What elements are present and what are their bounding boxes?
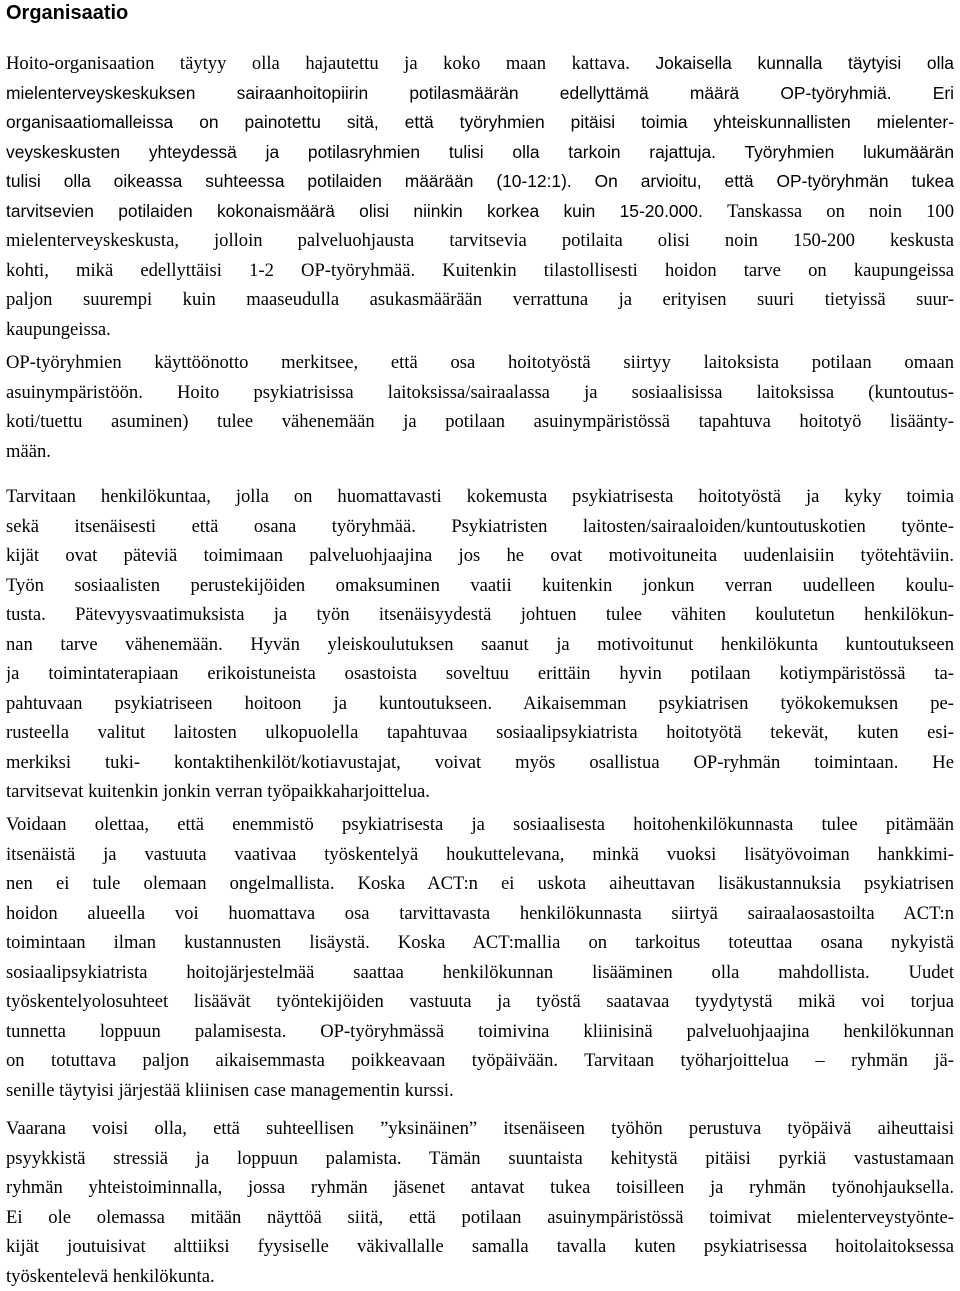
paragraph-3 bbox=[6, 482, 954, 807]
text-segment: senille täytyisi järjestää kliinisen case managementin kurssi. bbox=[6, 1080, 454, 1101]
text-line bbox=[6, 630, 954, 660]
text-line bbox=[6, 718, 954, 748]
text-segment: Tanskassa on noin 100 bbox=[727, 201, 954, 222]
text-line bbox=[6, 348, 954, 378]
text-segment: toimintaan ilman kustannusten lisäystä. Koska ACT:mallia on tarkoitus toteuttaa osana nykyistä bbox=[6, 932, 954, 953]
text-line bbox=[6, 1203, 954, 1233]
text-line bbox=[6, 1017, 954, 1047]
text-line bbox=[6, 167, 954, 197]
text-line bbox=[6, 285, 954, 315]
text-line bbox=[6, 197, 954, 227]
text-line bbox=[6, 748, 954, 778]
text-segment: psyykkistä stressiä ja loppuun palamista. Tämän suuntaista kehitystä pitäisi pyrkiä vastustamaan bbox=[6, 1148, 954, 1169]
text-segment: mielenterveyskeskusta, jolloin palveluohjausta tarvitsevia potilaita olisi noin 150-200 keskusta bbox=[6, 230, 954, 251]
text-line bbox=[6, 869, 954, 899]
text-line bbox=[6, 315, 954, 345]
text-segment: merkiksi tuki- kontaktihenkilöt/kotiavustajat, voivat myös osallistua OP-ryhmän toimintaan. He bbox=[6, 752, 954, 773]
text-segment: OP-työryhmien käyttöönotto merkitsee, että osa hoitotyöstä siirtyy laitoksista potilaan omaan bbox=[6, 352, 954, 373]
paragraph-5 bbox=[6, 1114, 954, 1291]
text-segment: pahtuvaan psykiatriseen hoitoon ja kuntoutukseen. Aikaisemman psykiatrisen työkokemuksen pe- bbox=[6, 693, 954, 714]
text-segment: kohti, mikä edellyttäisi 1-2 OP-työryhmää. bbox=[6, 260, 442, 281]
text-segment: kaupungeissa. bbox=[6, 319, 111, 340]
text-line bbox=[6, 659, 954, 689]
text-line bbox=[6, 108, 954, 138]
text-line bbox=[6, 1076, 954, 1106]
text-segment: kijät ovat päteviä toimimaan palveluohjaajina jos he ovat motivoituneita uudenlaisiin työtehtäviin. bbox=[6, 545, 954, 566]
text-line bbox=[6, 1144, 954, 1174]
text-segment: Jokaisella kunnalla täytyisi olla bbox=[655, 53, 954, 73]
text-line bbox=[6, 899, 954, 929]
text-segment: ja toimintaterapiaan erikoistuneista osastoista soveltuu erittäin hyvin potilaan kotiympäristössä ta- bbox=[6, 663, 954, 684]
text-segment: koti/tuettu asuminen) tulee vähenemään ja potilaan asuinympäristössä tapahtuva hoitotyö lisäänty- bbox=[6, 411, 954, 432]
text-line bbox=[6, 810, 954, 840]
text-segment: Kuitenkin tilastollisesti hoidon tarve on kaupungeissa bbox=[442, 260, 954, 281]
text-segment: tarvitsevat kuitenkin jonkin verran työpaikkaharjoittelua. bbox=[6, 781, 430, 802]
text-segment: Ei ole olemassa mitään näyttöä siitä, että potilaan asuinympäristössä toimivat mielenterveystyönte- bbox=[6, 1207, 954, 1228]
text-line bbox=[6, 1232, 954, 1262]
paragraph-1 bbox=[6, 49, 954, 344]
text-segment: mielenterveyskeskuksen sairaanhoitopiirin potilasmäärän edellyttämä määrä OP-työryhmiä. Eri bbox=[6, 83, 954, 103]
text-line bbox=[6, 689, 954, 719]
text-line bbox=[6, 541, 954, 571]
section-heading: Organisaatio bbox=[6, 1, 128, 25]
text-segment: sekä itsenäisesti että osana työryhmää. Psykiatristen laitosten/sairaaloiden/kuntoutuskotien työnte- bbox=[6, 516, 954, 537]
text-line bbox=[6, 571, 954, 601]
text-line bbox=[6, 378, 954, 408]
text-segment: mään. bbox=[6, 441, 51, 462]
text-line bbox=[6, 1046, 954, 1076]
text-line bbox=[6, 226, 954, 256]
text-line bbox=[6, 512, 954, 542]
text-segment: työskentelevä henkilökunta. bbox=[6, 1266, 215, 1287]
text-segment: itsenäistä ja vastuuta vaativaa työskentelyä houkuttelevana, minkä vuoksi lisätyövoiman hankkimi- bbox=[6, 844, 954, 865]
text-segment: sosiaalipsykiatrista hoitojärjestelmää saattaa henkilökunnan lisääminen olla mahdollista. Uudet bbox=[6, 962, 954, 983]
text-segment: nen ei tule olemaan ongelmallista. Koska ACT:n ei uskota aiheuttavan lisäkustannuksia psykiatrisen bbox=[6, 873, 954, 894]
text-segment: organisaatiomalleissa on painotettu sitä, että työryhmien pitäisi toimia yhteiskunnallisten mielenter- bbox=[6, 112, 954, 132]
text-segment: työskentelyolosuhteet lisäävät työntekijöiden vastuuta ja työstä saatavaa tyydytystä mikä voi torjua bbox=[6, 991, 954, 1012]
text-line bbox=[6, 49, 954, 79]
text-segment: Hoito-organisaation täytyy olla hajautettu ja koko maan kattava. bbox=[6, 53, 655, 74]
text-line bbox=[6, 840, 954, 870]
text-segment: Tarvitaan henkilökuntaa, jolla on huomattavasti kokemusta psykiatrisesta hoitotyöstä ja kyky toimia bbox=[6, 486, 954, 507]
paragraph-2 bbox=[6, 348, 954, 466]
text-segment: Vaarana voisi olla, että suhteellisen ”yksinäinen” itsenäiseen työhön perustuva työpäivä aiheuttaisi bbox=[6, 1118, 954, 1139]
text-segment: tusta. Pätevyysvaatimuksista ja työn itsenäisyydestä johtuen tulee vähiten koulutetun henkilökun- bbox=[6, 604, 954, 625]
text-segment: asuinympäristöön. Hoito psykiatrisissa laitoksissa/sairaalassa ja sosiaalisissa laitoksissa (kuntoutus- bbox=[6, 382, 954, 403]
text-segment: tulisi olla oikeassa suhteessa potilaiden määrään (10-12:1). On arvioitu, että OP-työryhmän tukea bbox=[6, 171, 954, 191]
document-page bbox=[6, 0, 954, 1284]
text-segment: paljon suurempi kuin maaseudulla asukasmäärään verrattuna ja erityisen suuri tietyissä suur- bbox=[6, 289, 954, 310]
text-segment: kijät joutuisivat alttiiksi fyysiselle väkivallalle samalla tavalla kuten psykiatrisessa hoitolaitoksessa bbox=[6, 1236, 954, 1257]
text-segment: on totuttava paljon aikaisemmasta poikkeavaan työpäivään. Tarvitaan työharjoittelua – ryhmän jä- bbox=[6, 1050, 954, 1071]
text-segment: ryhmän yhteistoiminnalla, jossa ryhmän jäsenet antavat tukea toisilleen ja ryhmän työnohjauksella. bbox=[6, 1177, 954, 1198]
text-line bbox=[6, 482, 954, 512]
text-segment: nan tarve vähenemään. Hyvän yleiskoulutuksen saanut ja motivoitunut henkilökunta kuntoutukseen bbox=[6, 634, 954, 655]
text-segment: hoidon alueella voi huomattava osa tarvittavasta henkilökunnasta siirtyä sairaalaosastoilta ACT:n bbox=[6, 903, 954, 924]
text-line bbox=[6, 1173, 954, 1203]
text-segment: veyskeskusten yhteydessä ja potilasryhmien tulisi olla tarkoin rajattuja. Työryhmien lukumäärän bbox=[6, 142, 954, 162]
text-line bbox=[6, 138, 954, 168]
text-segment: Voidaan olettaa, että enemmistö psykiatrisesta ja sosiaalisesta hoitohenkilökunnasta tulee pitämään bbox=[6, 814, 954, 835]
text-line bbox=[6, 928, 954, 958]
text-line bbox=[6, 777, 954, 807]
text-line bbox=[6, 600, 954, 630]
text-line bbox=[6, 987, 954, 1017]
text-line bbox=[6, 79, 954, 109]
text-segment: rusteella valitut laitosten ulkopuolella tapahtuvaa sosiaalipsykiatrista hoitotyötä tekevät, kuten esi- bbox=[6, 722, 954, 743]
text-line bbox=[6, 1114, 954, 1144]
text-segment: tarvitsevien potilaiden kokonaismäärä olisi niinkin korkea kuin 15-20.000. bbox=[6, 201, 727, 221]
paragraph-4 bbox=[6, 810, 954, 1105]
text-segment: Työn sosiaalisten perustekijöiden omaksuminen vaatii kuitenkin jonkun verran uudelleen koulu- bbox=[6, 575, 954, 596]
text-segment: tunnetta loppuun palamisesta. OP-työryhmässä toimivina kliinisinä palveluohjaajina henkilökunnan bbox=[6, 1021, 954, 1042]
text-line bbox=[6, 437, 954, 467]
text-line bbox=[6, 407, 954, 437]
text-line bbox=[6, 958, 954, 988]
text-line bbox=[6, 1262, 954, 1291]
text-line bbox=[6, 256, 954, 286]
